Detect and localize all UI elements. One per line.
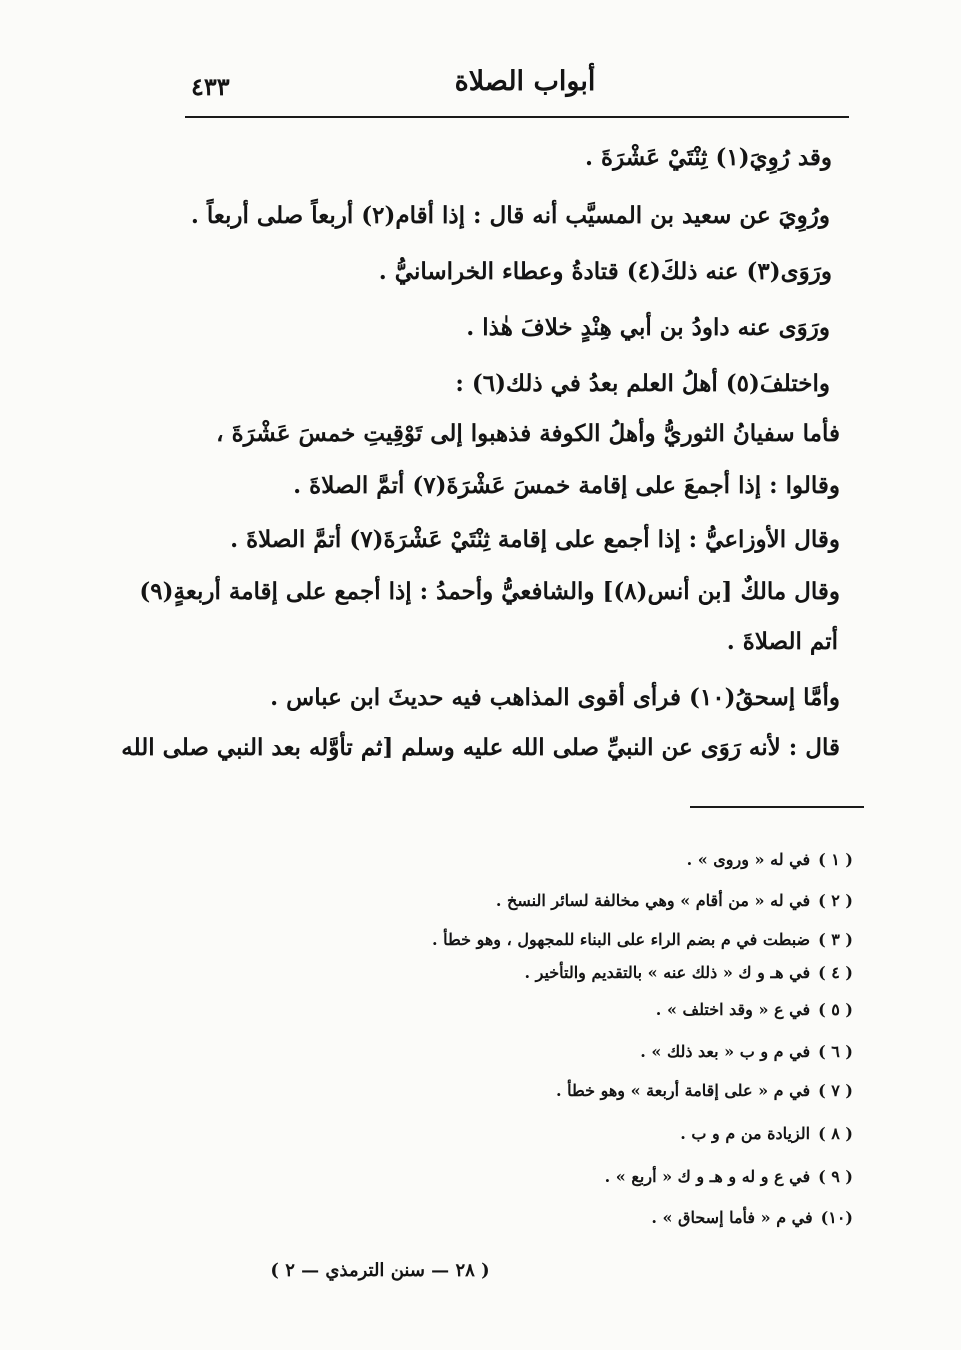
footnote bbox=[656, 1000, 853, 1019]
footnote-text: في له « من أقام » وهي مخالفة لسائر النسخ . bbox=[495, 891, 811, 910]
text-line: واختلفَ(٥) أهلُ العلم بعدُ في ذلك(٦) : bbox=[455, 370, 830, 397]
footnote-number: ( ٩ ) bbox=[818, 1167, 853, 1186]
footnote-text: ضبطت في م بضم الراء على البناء للمجهول ، وهو خطأ . bbox=[431, 930, 811, 949]
footnote-text: في له « وروى » . bbox=[686, 850, 811, 869]
text-line: وقال مالكٌ [بن أنس(٨)] والشافعيُّ وأحمدُ : إذا أجمع على إقامة أربعةٍ(٩) bbox=[139, 578, 840, 605]
footnote-number: ( ٦ ) bbox=[818, 1042, 853, 1061]
footnote-number: ( ٥ ) bbox=[818, 1000, 853, 1019]
footnote-text: في م و ب « بعد ذلك » . bbox=[640, 1042, 811, 1061]
footnote bbox=[556, 1081, 853, 1100]
footnote-number: ( ٤ ) bbox=[818, 963, 853, 982]
footnote-number: ( ٧ ) bbox=[818, 1081, 853, 1100]
footnote-text: في ع « وقد اختلف » . bbox=[655, 1000, 811, 1019]
text-line: وقالوا : إذا أجمعَ على إقامة خمسَ عَشْرَةَ(٧) أتمَّ الصلاةَ . bbox=[293, 472, 840, 499]
footnote-number: ( ٢ ) bbox=[818, 891, 853, 910]
text-line: ورَوَى عنه داودُ بن أبي هِنْدٍ خلافَ هٰذا . bbox=[466, 314, 830, 341]
footnote-text: الزيادة من م و ب . bbox=[680, 1124, 811, 1143]
footnote-text: في م « فأما إسحاق » . bbox=[651, 1208, 813, 1227]
text-line: وقد رُوِيَ(١) ثِنْتَيْ عَشْرَةَ . bbox=[585, 144, 832, 171]
footnote-text: في ع و له و هـ و ك « أربع » . bbox=[604, 1167, 811, 1186]
running-title: أبواب الصلاة bbox=[454, 66, 596, 97]
text-line: وقال الأوزاعيُّ : إذا أجمع على إقامة ثِنْتَيْ عَشْرَةَ(٧) أتمَّ الصلاةَ . bbox=[230, 526, 840, 553]
footnote-number: ( ٣ ) bbox=[818, 930, 853, 949]
footnote bbox=[640, 1042, 853, 1061]
footnote bbox=[432, 930, 853, 949]
footnote-text: في هـ و ك « ذلك عنه » بالتقديم والتأخير . bbox=[524, 963, 811, 982]
footnote bbox=[651, 1208, 853, 1227]
signature-mark: ( ٢٨ — سنن الترمذي — ٢ ) bbox=[270, 1260, 490, 1281]
footnote-number: ( ٨ ) bbox=[818, 1124, 853, 1143]
text-line: ورُوِيَ عن سعيد بن المسيَّب أنه قال : إذا أقام(٢) أربعاً صلى أربعاً . bbox=[190, 202, 830, 229]
text-line: ورَوَى(٣) عنه ذلكَ(٤) قتادةُ وعطاء الخراسانيُّ . bbox=[378, 258, 832, 285]
text-line: فأما سفيانُ الثوريُّ وأهلُ الكوفة فذهبوا إلى تَوْقِيتِ خمسَ عَشْرَةَ ، bbox=[216, 420, 840, 447]
footnote-text: في م « على إقامة أربعة » وهو خطأ . bbox=[555, 1081, 811, 1100]
text-line: قال : لأنه رَوَى عن النبيِّ صلى الله عليه وسلم [ثم تأوَّله بعد النبي صلى الله bbox=[121, 734, 840, 761]
footnote bbox=[680, 1124, 853, 1143]
text-line: أتم الصلاةَ . bbox=[726, 628, 838, 655]
text-line: وأمَّا إسحقُ(١٠) فرأى أقوى المذاهب فيه حديثَ ابن عباس . bbox=[270, 684, 840, 711]
page-number: ٤٣٣ bbox=[191, 72, 230, 101]
footnote-number: (١٠) bbox=[820, 1208, 853, 1227]
footnote bbox=[524, 963, 853, 982]
footnote bbox=[605, 1167, 853, 1186]
footnote bbox=[496, 891, 853, 910]
footnote bbox=[687, 850, 853, 869]
footnote-number: ( ١ ) bbox=[818, 850, 853, 869]
